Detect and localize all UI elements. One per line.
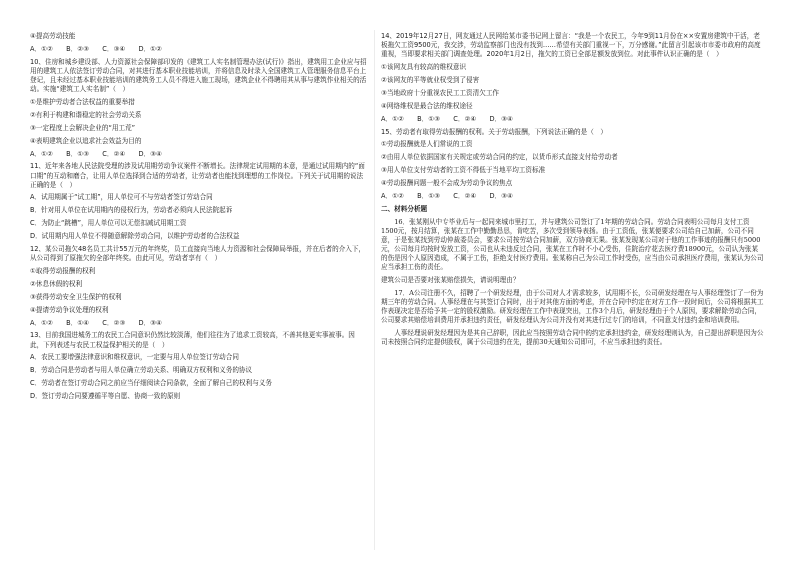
option-line: ④表明建筑企业以追求社会效益为目的 — [30, 136, 142, 145]
option-line: ④网络维权是最合法的维权途径 — [381, 101, 473, 110]
question-15: 15、劳动者有取得劳动报酬的权利。关于劳动报酬，下列说法正确的是（ ） — [381, 127, 607, 136]
option-line: C．为防止“跳槽”，用人单位可以无偿扣减试用期工资 — [30, 219, 187, 228]
option-line: ①取得劳动报酬的权利 — [30, 267, 96, 276]
column-divider — [374, 30, 375, 550]
question-16-material: 16．张某刚从中专毕业后与一起同来城市里打工，并与建筑公司签订了1年期的劳动合同。劳动合同表明公司每月支付工资1500元，按月结算，张某在工作中勤勤恳恳，肯吃苦，多次受到领导表扬。由于工资低，张某便要求公司给自己加薪，公司不同意，于是张某找到劳动仲裁委员会，要求公司按劳动合同加薪，双方协商无果。张某发现某公司对于他的工作事迹的报酬只有5000元，公司每月均按时发放工资，公司也从未违反过合同，张某在工作时不小心受伤，住院治疗花去医疗费18900元，公司认为张某的伤是因个人原因造成，不属于工伤，拒绝支付医疗费用。张某称自己为公司工作时受伤，应当由公司承担医疗费用，张某认为公司应当承担工伤的责任。 — [381, 217, 764, 272]
section-title: 二、材料分析题 — [381, 204, 428, 213]
option-line: ④劳动报酬问题一般不会成为劳动争议的焦点 — [381, 179, 513, 188]
option-line: D．签订劳动合同要遵循平等自愿、协商一致的原则 — [30, 392, 181, 401]
question-12: 12、某公司拖欠48名员工共计55万元的年终奖，员工直接向当地人力资源和社会保障局举报，并在后者的介入下，从公司得到了原拖欠的全部年终奖。由此可见，劳动者享有（ ） — [30, 245, 366, 263]
option-line: ①是维护劳动者合法权益的重要举措 — [30, 97, 135, 106]
option-line: A．农民工要增强法律意识和维权意识，一定要与用人单位签订劳动合同 — [30, 353, 239, 362]
option-line: D．试用期内用人单位不得随意解除劳动合同，以维护劳动者的合法权益 — [30, 232, 240, 241]
answer-options: A．①② B．①③ C．②④ D．③④ — [381, 114, 513, 123]
question-17-material-2: 人事经理说研发经理因为是其自己辞职，因此应当按照劳动合同中的约定承担违约金，研发经理则认为，自己提出辞职是因为公司未按照合同约定提供股权，属于公司违约在先，提前30天通知公司即可，不应当承担违约责任。 — [381, 329, 764, 347]
question-11: 11、近年来各地人民法院受理的涉及试用期劳动争议案件不断增长。法律规定试用期的本意，是通过试用期内的“面口期”的互动和磨合，让用人单位选择到合适的劳动者，让劳动者也能找到理想的工作岗位。下列关于试用期的说法正确的是（ ） — [30, 162, 365, 189]
answer-options: A．①② B．②③ C．③④ D．①② — [30, 44, 162, 53]
question-13: 13、目前我国进城务工的农民工合同意识仍然比较淡薄，他们往往为了追求工资较高，不善其他更实事被事。因此，下列表述与农民工权益保护相关的是（ ） — [30, 331, 355, 349]
question-16-prompt: 建筑公司是否要对张某赔偿损失，请说明理由？ — [381, 276, 520, 285]
option-line: ②休息休假的权利 — [30, 279, 83, 288]
option-line: ③当地政府十分重视农民工工资清欠工作 — [381, 88, 500, 97]
option-line: ①劳动报酬就是人们常说的工资 — [381, 140, 473, 149]
option-line: ②该网友的平等就业权受到了侵害 — [381, 75, 480, 84]
option-line: B．针对用人单位在试用期内的侵权行为，劳动者必须向人民法院起诉 — [30, 206, 233, 215]
option-line: B．劳动合同是劳动者与用人单位确立劳动关系、明确双方权利和义务的协议 — [30, 366, 253, 375]
option-line: ③一定程度上会解决企业的“用工荒” — [30, 123, 136, 132]
option-line: ④提高劳动技能 — [30, 32, 76, 40]
left-column — [30, 32, 368, 405]
option-line: C．劳动者在签订劳动合同之前应当仔细阅读合同条款，全面了解自己的权利与义务 — [30, 379, 272, 388]
answer-options: A．①② B．①③ C．②④ D．③④ — [30, 149, 162, 158]
option-line: ③获得劳动安全卫生保护的权利 — [30, 292, 122, 301]
option-line: ③用人单位支付劳动者的工资不得低于当地平均工资标准 — [381, 166, 546, 175]
option-line: ②由用人单位依据国家有关规定或劳动合同的约定，以货币形式直接支付给劳动者 — [381, 153, 618, 162]
question-14: 14、2019年12月27日，网友通过人民网给某市委书记网上留言：“我是一个农民工，今年9到11月份在××安置房建筑中干活，老板拖欠工资9500元，我交涉，劳动监察部门也没有找到……希望有关部门重视一下，万分感谢。”此留言引起该市市委市政府的高度重视，当即要求相关部门调查处理。2020年1月2日，拖欠的工资已全部足额发放到位。对此事件认识正确的是（ ） — [381, 32, 761, 59]
answer-options: A．①② B．①④ C．②③ D．③④ — [30, 318, 162, 327]
question-10: 10、住房和城乡建设部、人力资源社会保障部印发的《建筑工人实名制管理办法(试行)》指出，建筑用工企业应与招用的建筑工人依法签订劳动合同，对其进行基本职业技能培训，并将信息及时录入全国建筑工人管理服务信息平台上登记，且未经过基本职业技能培训的建筑务工人员不得进入施工现场，建筑企业不得聘用其从事与建筑作业相关的活动。实施“建筑工人实名制”（ ） — [30, 57, 367, 94]
answer-options: A．①② B．①③ C．②④ D．③④ — [381, 191, 513, 200]
option-line: ①该网友具有较高的维权意识 — [381, 63, 467, 72]
option-line: ④提请劳动争议处理的权利 — [30, 305, 109, 314]
option-line: A．试用期属于“试工期”，用人单位可不与劳动者签订劳动合同 — [30, 193, 213, 202]
option-line: ②有利于构建和谐稳定的社会劳动关系 — [30, 110, 142, 119]
question-17-material: 17．A公司注册不久，招聘了一个研发经理，由于公司对人才需求较多，试用期不长，公司研发经理在与人事经理签订了一份为期三年的劳动合同。人事经理在与其签订合同时，出于对其他方面的考虑，并在合同中约定在对方工作一段时间后，公司将根据其工作表现决定是否给予其一定的股权激励。研发经理在工作中表现突出，工作3个月后，研发经理由于个人原因，要求解除劳动合同，公司要求其赔偿培训费用并承担违约责任，研发经理认为公司并没有对其进行过专门的培训，不同意支付违约金和培训费用。 — [381, 289, 764, 325]
right-column — [381, 32, 764, 351]
